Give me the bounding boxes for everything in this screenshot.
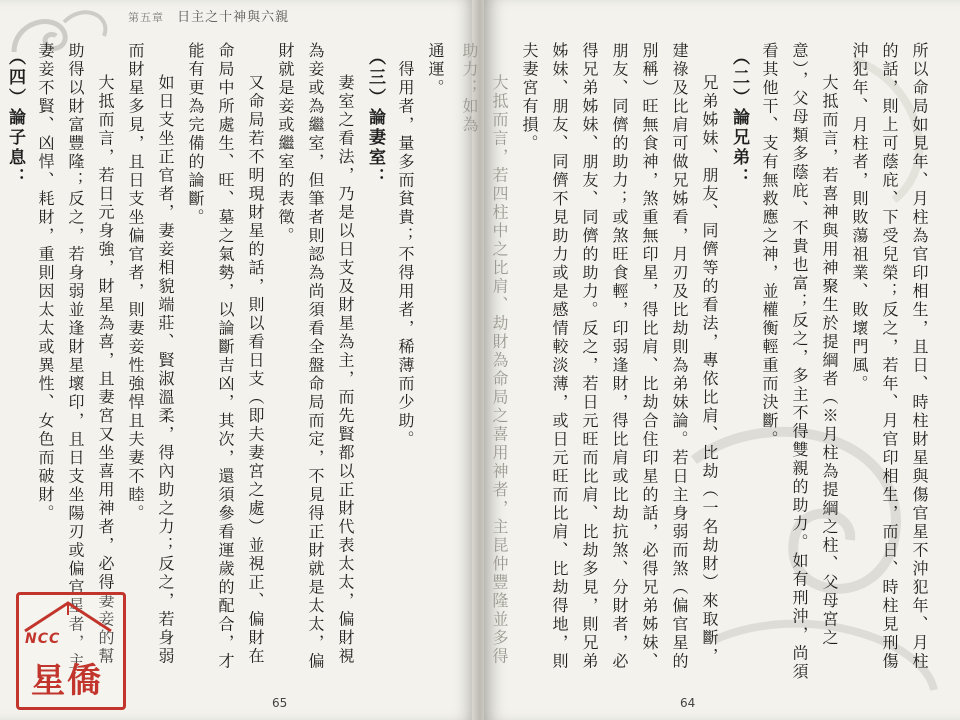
right-page-text bbox=[460, 42, 934, 682]
section-heading-wife: （三）論妻室： bbox=[365, 48, 385, 188]
paragraph: 兄弟姊妹、朋友、同儕等的看法，專依比肩、比劫（一名劫財）來取斷，建祿及比肩可做兄姊看，月刃及比劫則為弟妹論。若日主身弱而煞（偏官星的別稱）旺無食神，煞重無印星，得比肩、比劫合住印星的話，必得兄弟姊妹、朋友、同儕的助力；或煞旺食輕，印弱逢財，得比肩或比劫抗煞、分財者，必得兄弟姊妹、朋友、同儕的助力。反之，若日元旺而比肩、比劫多見，則兄弟姊妹、朋友、同儕不見助力或是感情較淡薄，或日元旺而比肩、比劫得地，則夫妻宮有損。 bbox=[520, 42, 719, 671]
running-header bbox=[128, 6, 289, 25]
section-heading-children: （四）論子息： bbox=[5, 48, 25, 188]
stamp-chinese: 星僑 bbox=[31, 661, 103, 701]
left-page-text bbox=[5, 42, 450, 672]
page-number: 64 bbox=[680, 696, 696, 710]
chapter-title: 日主之十神與六親 bbox=[177, 10, 290, 25]
stamp-latin: NCC bbox=[25, 631, 61, 647]
page-number: 65 bbox=[272, 696, 288, 710]
paragraph: 得用者，量多而貧貴；不得用者，稀薄而少助。 bbox=[396, 42, 415, 449]
chapter-label: 第五章 bbox=[128, 11, 164, 24]
section-heading-siblings: （二）論兄弟： bbox=[729, 48, 749, 188]
paragraph: 大抵而言，若日元身強，財星為喜，且妻宮又坐喜用神者，必得妻妾的幫助得以財富豐隆；反之，若身弱並逢財星壞印，且日支坐陽刃或偏官星者，主妻妾不賢、凶悍、耗財，重則因太太或異性、女色而破財。 bbox=[36, 42, 115, 671]
left-page bbox=[0, 0, 476, 720]
paragraph: 所以命局如見年、月柱為官印相生，且日、時柱財星與傷官星不沖犯年、月柱的話，則上可蔭庇、下受兒榮；反之，若年、月官印相生，而日、時柱見刑傷沖犯年、月柱者，則敗蕩祖業、敗壞門風。 bbox=[850, 42, 929, 671]
paragraph-faded: 大抵而言，若四柱中之比肩、劫財為命局之喜用神者，主昆仲豐隆並多得助力；如為 bbox=[460, 42, 509, 666]
paragraph: 大抵而言，若喜神與用神聚生於提綱者（※月柱為提綱之柱、父母宮之意），父母類多蔭庇、不貴也富；反之，多主不得雙親的助力。如有刑沖，尚須看其他干、支有無救應之神，並權衡輕重而決斷。 bbox=[760, 42, 839, 682]
right-page bbox=[460, 0, 960, 720]
paragraph: 如日支坐正官者，妻妾相貌端莊、賢淑溫柔，得內助之力；反之，若身弱而財星多見，且日支坐偏官者，則妻妾性強悍且夫妻不睦。 bbox=[126, 42, 175, 666]
paragraph: 又命局若不明現財星的話，則以看日支（即夫妻宮之處）並視正、偏財在命局中所處生、旺、墓之氣勢，以論斷吉凶，其次，還須參看運歲的配合，才能有更為完備的論斷。 bbox=[186, 42, 265, 671]
watermark-stamp bbox=[16, 592, 126, 710]
paragraph: 通運。 bbox=[426, 42, 445, 98]
paragraph: 妻室之看法，乃是以日支及財星為主，而先賢都以正財代表太太，偏財視為妾或為繼室，但筆者則認為尚須看全盤命局而定，不見得正財就是太太，偏財就是妾或繼室的表徵。 bbox=[276, 42, 355, 671]
